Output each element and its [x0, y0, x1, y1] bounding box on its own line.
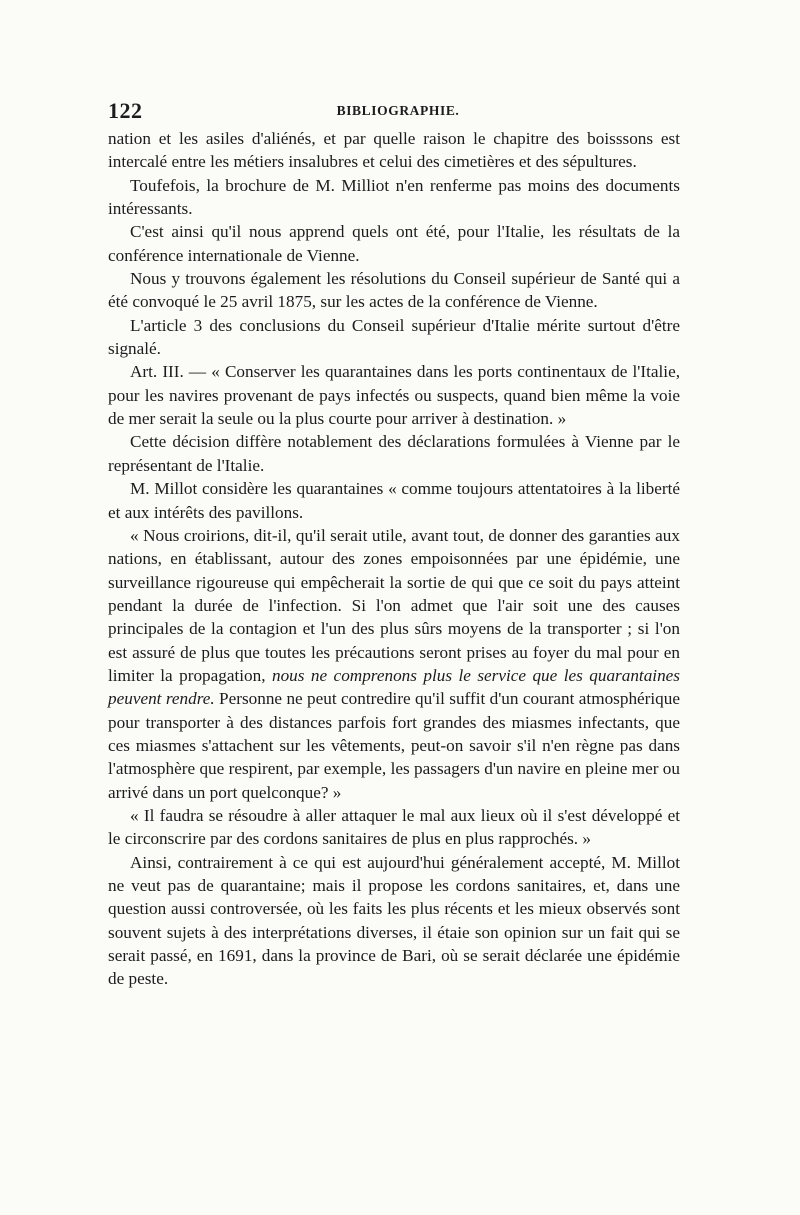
page-number: 122 — [108, 98, 143, 123]
paragraph: Ainsi, contrairement à ce qui est aujourd'hui généralement accepté, M. Millot ne veut pas de quarantaine; mais il propose les cordons sanitaires, et, dans une question aussi controversée, où les faits les plus récents et les mieux observés sont souvent sujets à des interprétations diverses, il étaie son opinion sur un fait qui se serait passé, en 1691, dans la province de Bari, où se serait déclarée une épidémie de peste. — [108, 852, 680, 989]
running-title: BIBLIOGRAPHIE. — [336, 103, 460, 118]
paragraph: M. Millot considère les quarantaines « comme toujours attentatoires à la liberté et aux intérêts des pavillons. — [108, 479, 680, 522]
paragraph-quotation: « Il faudra se résoudre à aller attaquer le mal aux lieux où il s'est développé et le circonscrire par des cordons sanitaires de plus en plus rapprochés. » — [108, 805, 680, 849]
quote-text: Personne ne peut contredire qu'il suffit d'un courant atmosphérique pour transporter à des distances parfois fort grandes des miasmes infectants, que ces miasmes s'attachent sur les vêtements, peut-on savoir s'il n'en règne pas dans l'atmosphère que respirent, par exemple, les passagers d'un navire en pleine mer ou arrivé dans un port quelconque? » — [108, 689, 680, 802]
page-header — [108, 98, 688, 126]
paragraph-article-quote: Art. III. — « Conserver les quarantaines dans les ports continentaux de l'Italie, pour les navires provenant de pays infectés ou suspects, quand bien même la voie de mer serait la seule ou la plus courte pour arriver à destination. » — [108, 362, 680, 429]
paragraph: Cette décision diffère notablement des déclarations formulées à Vienne par le représentant de l'Italie. — [108, 432, 680, 475]
paragraph: C'est ainsi qu'il nous apprend quels ont été, pour l'Italie, les résultats de la conférence internationale de Vienne. — [108, 222, 680, 265]
paragraph: Nous y trouvons également les résolutions du Conseil supérieur de Santé qui a été convoqué le 25 avril 1875, sur les actes de la conférence de Vienne. — [108, 269, 680, 312]
quote-text: « Nous croirions, dit-il, qu'il serait utile, avant tout, de donner des garanties aux nations, en établissant, autour des zones empoisonnées par une épidémie, une surveillance rigoureuse qui empêcherait la sortie de qui que ce soit du pays atteint pendant la durée de l'infection. Si l'on admet que l'air soit une des causes principales de la contagion et l'un des plus sûrs moyens de la transporter ; si l'on est assuré de plus que toutes les précautions seront prises au foyer du mal pour en limiter la propagation, — [108, 525, 680, 685]
body-text — [108, 127, 680, 991]
paragraph-continuation: nation et les asiles d'aliénés, et par quelle raison le chapitre des boisssons est intercalé entre les métiers insalubres et celui des cimetières et des sépultures. — [108, 129, 680, 172]
paragraph: Toufefois, la brochure de M. Milliot n'en renferme pas moins des documents intéressants. — [108, 175, 680, 219]
paragraph-quotation — [108, 524, 680, 804]
quote-italic-text: nous ne comprenons plus le service que les quarantaines peuvent rendre. — [108, 665, 680, 709]
paragraph: L'article 3 des conclusions du Conseil supérieur d'Italie mérite surtout d'être signalé. — [108, 315, 680, 359]
